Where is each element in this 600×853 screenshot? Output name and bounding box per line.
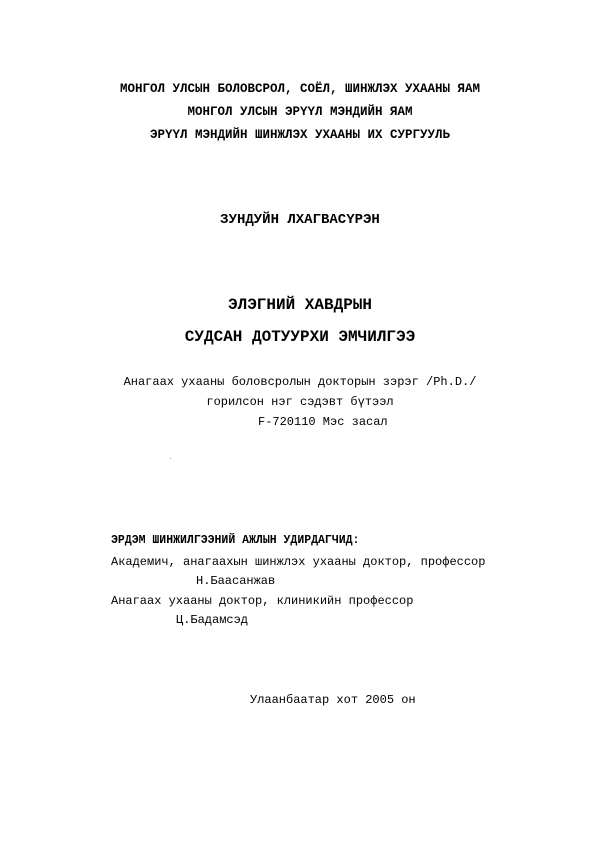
author-name: ЗУНДУЙН ЛХАГВАСҮРЭН bbox=[220, 212, 380, 228]
degree-line-1: Анагаах ухааны боловсролын докторын зэрэг /Ph.D./ bbox=[123, 375, 477, 389]
degree-line-2: горилсон нэг сэдэвт бүтээл bbox=[206, 395, 394, 409]
thesis-title-line-1: ЭЛЭГНИЙ ХАВДРЫН bbox=[227, 296, 373, 314]
ministry-of-health-line: МОНГОЛ УЛСЫН ЭРҮҮЛ МЭНДИЙН ЯАМ bbox=[187, 105, 413, 119]
supervisor-1-title: Академич, анагаахын шинжлэх ухааны доктор, профессор bbox=[111, 555, 486, 569]
place-and-year: Улаанбаатар хот 2005 он bbox=[250, 693, 416, 707]
specialty-code-line: F-720110 Мэс засал bbox=[258, 415, 388, 429]
supervisor-2-name: Ц.Бадамсэд bbox=[176, 613, 249, 627]
thesis-title-line-2: СУДСАН ДОТУУРХИ ЭМЧИЛГЭЭ bbox=[184, 328, 416, 346]
supervisor-2-title: Анагаах ухааны доктор, клиникийн профессор bbox=[111, 594, 414, 608]
scan-speck bbox=[170, 458, 171, 459]
supervisors-heading: ЭРДЭМ ШИНЖИЛГЭЭНИЙ АЖЛЫН УДИРДАГЧИД: bbox=[111, 534, 360, 547]
university-line: ЭРҮҮЛ МЭНДИЙН ШИНЖЛЭХ УХААНЫ ИХ СУРГУУЛЬ bbox=[149, 128, 451, 142]
supervisor-1-name: Н.Баасанжав bbox=[196, 574, 276, 588]
ministry-of-education-line: МОНГОЛ УЛСЫН БОЛОВСРОЛ, СОЁЛ, ШИНЖЛЭХ УХААНЫ ЯАМ bbox=[119, 82, 481, 96]
